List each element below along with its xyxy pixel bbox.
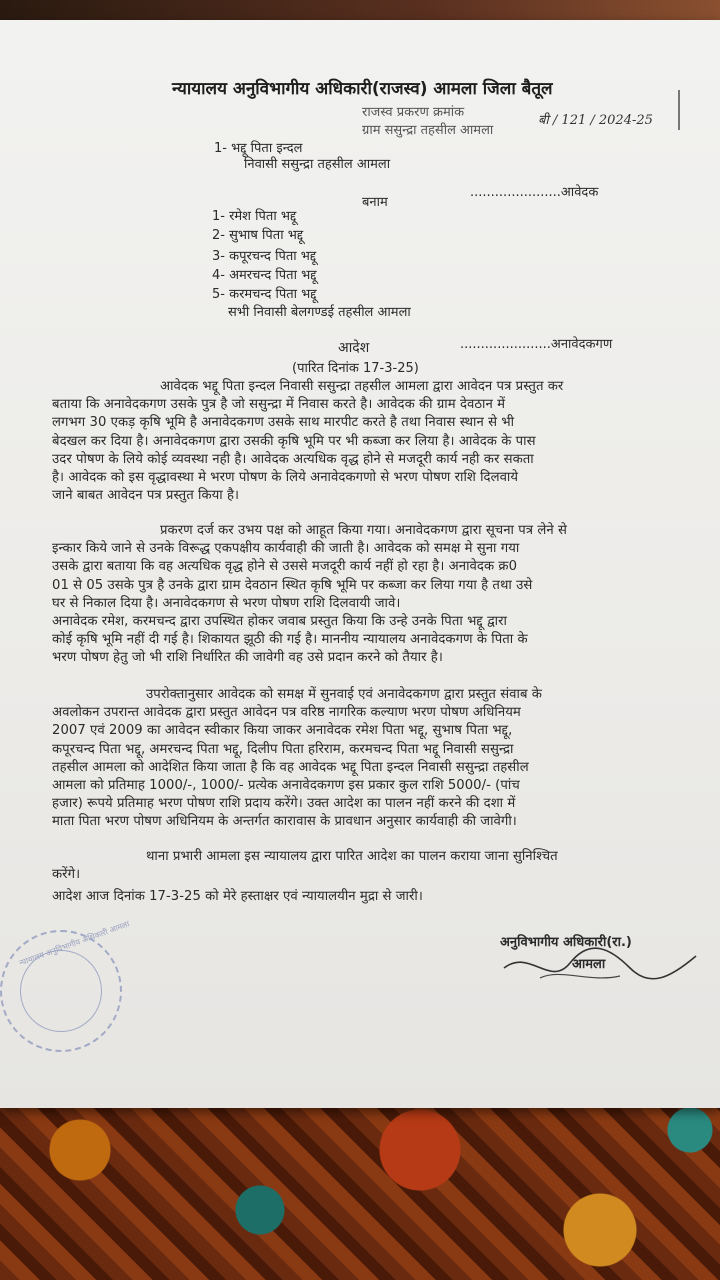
applicant-name: 1- भद्दू पिता इन्दल <box>214 141 303 156</box>
paragraph-line: उसके द्वारा बताया कि वह अत्यधिक वृद्ध होने से उससे मजदूरी कार्य नहीं हो रहा है। अनावेदक क्र0 <box>52 559 518 575</box>
paragraph-line: घर से निकाल दिया है। अनावेदकगण से भरण पोषण राशि दिलवायी जावे। <box>52 595 401 611</box>
respondent-item: 2- सुभाष पिता भद्दू <box>212 228 304 243</box>
officer-place: आमला <box>572 957 606 972</box>
seal-text: न्यायालय अनुविभागीय अधिकारी आमला <box>17 919 131 968</box>
paragraph-line: बेदखल कर दिया है। अनावेदकगण द्वारा उसकी कृषि भूमि पर भी कब्जा कर लिया है। आवेदक के पास <box>52 433 536 449</box>
case-number: बी / 121 / 2024-25 <box>538 113 653 128</box>
village-line: ग्राम ससुन्द्रा तहसील आमला <box>362 123 494 138</box>
order-passed-on: (पारित दिनांक 17-3-25) <box>292 361 419 376</box>
paragraph-line: 01 से 05 उसके पुत्र है उनके द्वारा ग्राम देवठान स्थित कृषि भूमि पर कब्जा कर लिया गया है तथा उसे <box>52 577 533 593</box>
background-fabric <box>0 1090 720 1280</box>
respondents-role: ......................अनावेदकगण <box>460 337 613 352</box>
paragraph-line: अवलोकन उपरान्त आवेदक द्वारा प्रस्तुत आवेदन पत्र वरिष्ठ नागरिक कल्याण भरण पोषण अधिनियम <box>52 705 521 721</box>
paragraph-line: है। आवेदक को इस वृद्धावस्था मे भरण पोषण के लिये अनावेदकगणो से भरण पोषण राशि दिलवाये <box>52 470 519 485</box>
respondents-residence: सभी निवासी बेलगण्डई तहसील आमला <box>228 305 411 320</box>
paragraph-line: थाना प्रभारी आमला इस न्यायालय द्वारा पारित आदेश का पालन कराया जाना सुनिश्चित <box>146 849 558 864</box>
paragraph-line: उदर पोषण के लिये कोई व्यवस्था नही है। आवेदक अत्यधिक वृद्ध होने से मजदूरी कार्य नही कर सकता <box>52 451 534 467</box>
paragraph-line: तहसील आमला को आदेशित किया जाता है कि वह आवेदक भद्दू पिता इन्दल निवासी ससुन्द्रा तहसील <box>52 759 529 775</box>
paragraph-line: कपूरचन्द पिता भद्दू, अमरचन्द पिता भद्दू, दिलीप पिता हरिराम, करमचन्द पिता भद्दू निवासी ससुन्द्रा <box>52 741 514 757</box>
applicant-residence: निवासी ससुन्द्रा तहसील आमला <box>244 157 391 172</box>
respondent-item: 1- रमेश पिता भद्दू <box>212 209 297 224</box>
paragraph-line: करेंगे। <box>52 867 81 883</box>
paragraph-line: माता पिता भरण पोषण अधिनियम के अन्तर्गत कारावास के प्रावधान अनुसार कार्यवाही की जावेगी। <box>52 814 517 830</box>
respondent-item: 5- करमचन्द पिता भद्दू <box>212 287 317 302</box>
court-order-document <box>0 20 720 1108</box>
paragraph-line: कोई कृषि भूमि नहीं दी गई है। शिकायत झूठी की गई है। माननीय न्यायालय अनावेदकगण के पिता के <box>52 632 528 648</box>
paragraph-line: इन्कार किये जाने से उनके विरूद्ध एकपक्षीय कार्यवाही की जाती है। आवेदक को समक्ष मे सुना गया <box>52 541 520 557</box>
paragraph-line: अनावेदक रमेश, करमचन्द द्वारा उपस्थित होकर जवाब प्रस्तुत किया कि उन्हे उनके पिता भद्दू द्वारा <box>52 614 507 629</box>
paper-fold-mark <box>678 90 680 130</box>
paragraph-line: उपरोक्तानुसार आवेदक को समक्ष में सुनवाई एवं अनावेदकगण द्वारा प्रस्तुत संवाब के <box>146 687 542 702</box>
respondent-item: 3- कपूरचन्द पिता भद्दू <box>212 249 317 264</box>
paragraph-line: जाने बाबत आवेदन पत्र प्रस्तुत किया है। <box>52 488 240 504</box>
paragraph-line: हजार) रूपये प्रतिमाह भरण पोषण राशि प्रदाय करेंगे। उक्त आदेश का पालन नहीं करने की दशा में <box>52 796 516 812</box>
court-title: न्यायालय अनुविभागीय अधिकारी(राजस्व) आमला जिला बैतूल <box>172 79 553 99</box>
paragraph-line: आमला को प्रतिमाह 1000/-, 1000/- प्रत्येक अनावेदकगण इस प्रकार कुल राशि 5000/- (पांच <box>52 778 520 793</box>
officer-designation: अनुविभागीय अधिकारी(रा.) <box>500 935 632 950</box>
order-title: आदेश <box>338 340 370 356</box>
court-seal <box>0 919 131 1052</box>
issue-line: आदेश आज दिनांक 17-3-25 को मेरे हस्ताक्षर एवं न्यायालयीन मुद्रा से जारी। <box>52 889 423 904</box>
paragraph-line: आवेदक भद्दू पिता इन्दल निवासी ससुन्द्रा तहसील आमला द्वारा आवेदन पत्र प्रस्तुत कर <box>160 379 564 394</box>
paragraph-line: लगभग 30 एकड़ कृषि भूमि है अनावेदकगण उसके साथ मारपीट करते है तथा निवास स्थान से भी <box>52 415 515 431</box>
paragraph-line: 2007 एवं 2009 का आवेदन स्वीकार किया जाकर अनावेदक रमेश पिता भद्दू, सुभाष पिता भद्दू, <box>52 723 513 739</box>
paragraph-line: बताया कि अनावेदकगण उसके पुत्र है जो ससुन्द्रा में निवास करते है। आवेदक की ग्राम देवठान में <box>52 397 506 413</box>
case-label: राजस्व प्रकरण क्रमांक <box>362 105 465 120</box>
applicant-role: ......................आवेदक <box>470 185 599 200</box>
paragraph-line: प्रकरण दर्ज कर उभय पक्ष को आहूत किया गया। अनावेदकगण द्वारा सूचना पत्र लेने से <box>160 523 567 538</box>
versus-label: बनाम <box>362 195 388 210</box>
paragraph-line: भरण पोषण हेतु जो भी राशि निर्धारित की जावेगी वह उसे प्रदान करने को तैयार है। <box>52 650 443 666</box>
respondent-item: 4- अमरचन्द पिता भद्दू <box>212 268 317 283</box>
